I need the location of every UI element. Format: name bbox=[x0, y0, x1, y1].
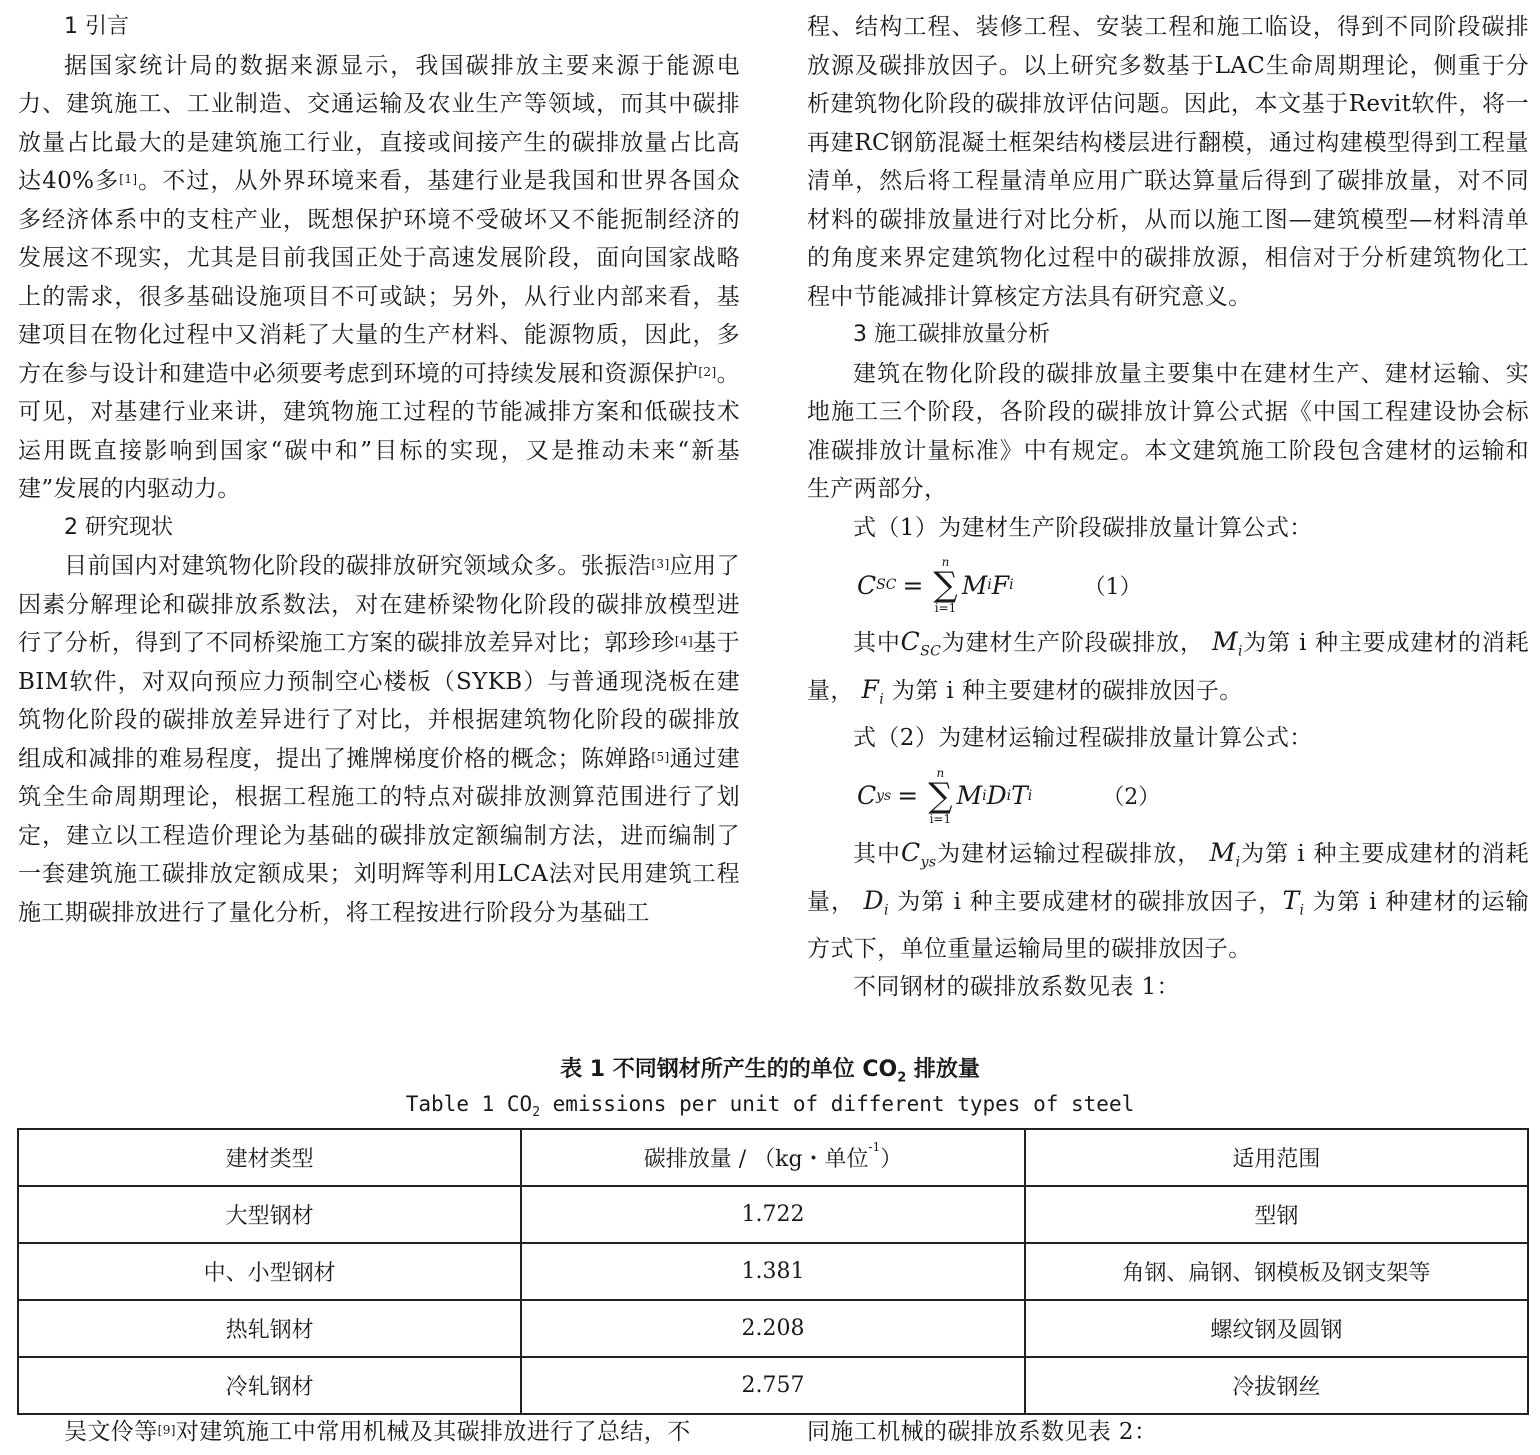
citation-3: [3] bbox=[651, 557, 670, 571]
table-cell: 冷拔钢丝 bbox=[1025, 1357, 1528, 1414]
paragraph-intro: 据国家统计局的数据来源显示，我国碳排放主要来源于能源电力、建筑施工、工业制造、交通运输及农业生产等领域，而其中碳排放量占比最大的是建筑施工行业，直接或间接产生的碳排放量占比高达40%多[1]。不过，从外界环境来看，基建行业是我国和世界各国众多经济体系中的支柱产业，既想保护环境不受破坏又不能扼制经济的发展这不现实，尤其是目前我国正处于高速发展阶段，面向国家战略上的需求，很多基础设施项目不可或缺；另外，从行业内部来看，基建项目在物化过程中又消耗了大量的生产材料、能源物质，因此，多方在参与设计和建造中必须要考虑到环境的可持续发展和资源保护[2]。可见，对基建行业来讲，建筑物施工过程的节能减排方案和低碳技术运用既直接影响到国家“碳中和”目标的实现，又是推动未来“新基建”发展的内驱动力。 bbox=[18, 52, 741, 502]
table-header-cell: 碳排放量 / （kg・单位$^{-1}$） bbox=[521, 1129, 1024, 1186]
equation-1: C SC = n ∑ i=1 M i F i （1） bbox=[857, 555, 1142, 615]
section-heading-intro: 1 引言 bbox=[64, 14, 129, 39]
table-cell: 中、小型钢材 bbox=[18, 1243, 521, 1300]
citation-1: [1] bbox=[119, 172, 138, 186]
section-heading-analysis: 3 施工碳排放量分析 bbox=[853, 322, 1050, 347]
table-header-cell: 建材类型 bbox=[18, 1129, 521, 1186]
table-row bbox=[18, 1357, 1528, 1414]
table-row bbox=[18, 1300, 1528, 1357]
summation-symbol: n ∑ i=1 bbox=[928, 765, 953, 826]
table-row bbox=[18, 1243, 1528, 1300]
paragraph-continued: 程、结构工程、装修工程、安装工程和施工临设，得到不同阶段碳排放源及碳排放因子。以上研究多数基于LAC生命周期理论，侧重于分析建筑物化阶段的碳排放评估问题。因此，本文基于Revit软件，将一再建RC钢筋混凝土框架结构楼层进行翻模，通过构建模型得到工程量清单，然后将工程量清单应用广联达算量后得到了碳排放量，对不同材料的碳排放量进行对比分析，从而以施工图—建筑模型—材料清单的角度来界定建筑物化过程中的碳排放源，相信对于分析建筑物化工程中节能减排计算核定方法具有研究意义。 bbox=[807, 14, 1529, 310]
equation-number-1: （1） bbox=[1083, 574, 1142, 600]
paragraph-table-ref: 不同钢材的碳排放系数见表 1： bbox=[853, 974, 1180, 1001]
table-header-row bbox=[18, 1129, 1528, 1186]
table-cell: 冷轧钢材 bbox=[18, 1357, 521, 1414]
table-header-cell: 适用范围 bbox=[1025, 1129, 1528, 1186]
table-cell: 1.381 bbox=[521, 1243, 1024, 1300]
right-column bbox=[807, 0, 1529, 1007]
table-cell: 角钢、扁钢、钢模板及钢支架等 bbox=[1025, 1243, 1528, 1300]
paragraph-eq1-intro: 式（1）为建材生产阶段碳排放量计算公式： bbox=[853, 514, 1313, 541]
bottom-left-column bbox=[18, 1413, 740, 1452]
paragraph-status: 目前国内对建筑物化阶段的碳排放研究领域众多。张振浩[3]应用了因素分解理论和碳排放系数法，对在建桥梁物化阶段的碳排放模型进行了分析，得到了不同桥梁施工方案的碳排放差异对比；郭珍珍[4]基于BIM软件，对双向预应力预制空心楼板（SYKB）与普通现浇板在建筑物化阶段的碳排放差异进行了对比，并根据建筑物化阶段的碳排放组成和减排的难易程度，提出了摊牌梯度价格的概念；陈婵路[5]通过建筑全生命周期理论，根据工程施工的特点对碳排放测算范围进行了划定，建立以工程造价理论为基础的碳排放定额编制方法，进而编制了一套建筑施工碳排放定额成果；刘明辉等利用LCA法对民用建筑工程施工期碳排放进行了量化分析，将工程按进行阶段分为基础工 bbox=[18, 553, 741, 926]
table-cell: 1.722 bbox=[521, 1186, 1024, 1243]
table-caption-english: Table 1 $CO_2$ emissions per unit of different types of steel bbox=[405, 1092, 1135, 1121]
paragraph-bottom-right: 同施工机械的碳排放系数见表 2： bbox=[807, 1419, 1158, 1445]
equation-number-2: （2） bbox=[1102, 785, 1161, 811]
table-cell: 螺纹钢及圆钢 bbox=[1025, 1300, 1528, 1357]
section-heading-status: 2 研究现状 bbox=[64, 514, 173, 540]
table-caption-chinese: 表 1 不同钢材所产生的的单位 $CO_2$ 排放量 bbox=[560, 1057, 980, 1086]
paragraph-bottom-left: 吴文伶等[9]对建筑施工中常用机械及其碳排放进行了总结，不 bbox=[64, 1419, 691, 1445]
paragraph-eq2-explain: 其中$C_{ys}$为建材运输过程碳排放， $M_i$为第 i 种主要成建材的消耗量， $D_i$ 为第 i 种主要成建材的碳排放因子，$T_i$ 为第 i 种建材的运输方式下，单位重量运输局里的碳排放因子。 bbox=[807, 837, 1530, 962]
summation-symbol: n ∑ i=1 bbox=[933, 555, 958, 615]
paragraph-eq2-intro: 式（2）为建材运输过程碳排放量计算公式： bbox=[853, 725, 1313, 752]
table-cell: 大型钢材 bbox=[18, 1186, 521, 1243]
paragraph-analysis: 建筑在物化阶段的碳排放量主要集中在建材生产、建材运输、实地施工三个阶段，各阶段的碳排放计算公式据《中国工程建设协会标准碳排放计量标准》中有规定。本文建筑施工阶段包含建材的运输和生产两部分， bbox=[807, 360, 1529, 502]
citation-9: [9] bbox=[157, 1423, 176, 1437]
paragraph-eq1-explain: 其中$C_{SC}$为建材生产阶段碳排放， $M_i$为第 i 种主要成建材的消耗量， $F_i$ 为第 i 种主要建材的碳排放因子。 bbox=[807, 627, 1529, 708]
table-row bbox=[18, 1186, 1528, 1243]
equation-2: C ys = n ∑ i=1 M i D i T i （2） bbox=[857, 765, 1161, 826]
citation-4: [4] bbox=[674, 634, 694, 648]
emissions-table bbox=[17, 1128, 1529, 1415]
table-cell: 2.208 bbox=[521, 1300, 1024, 1357]
table-cell: 热轧钢材 bbox=[18, 1300, 521, 1357]
table-cell: 2.757 bbox=[521, 1357, 1024, 1414]
bottom-right-column bbox=[807, 1413, 1529, 1452]
citation-2: [2] bbox=[698, 364, 717, 379]
citation-5: [5] bbox=[651, 749, 670, 764]
table-cell: 型钢 bbox=[1025, 1186, 1528, 1243]
left-column bbox=[18, 0, 740, 932]
